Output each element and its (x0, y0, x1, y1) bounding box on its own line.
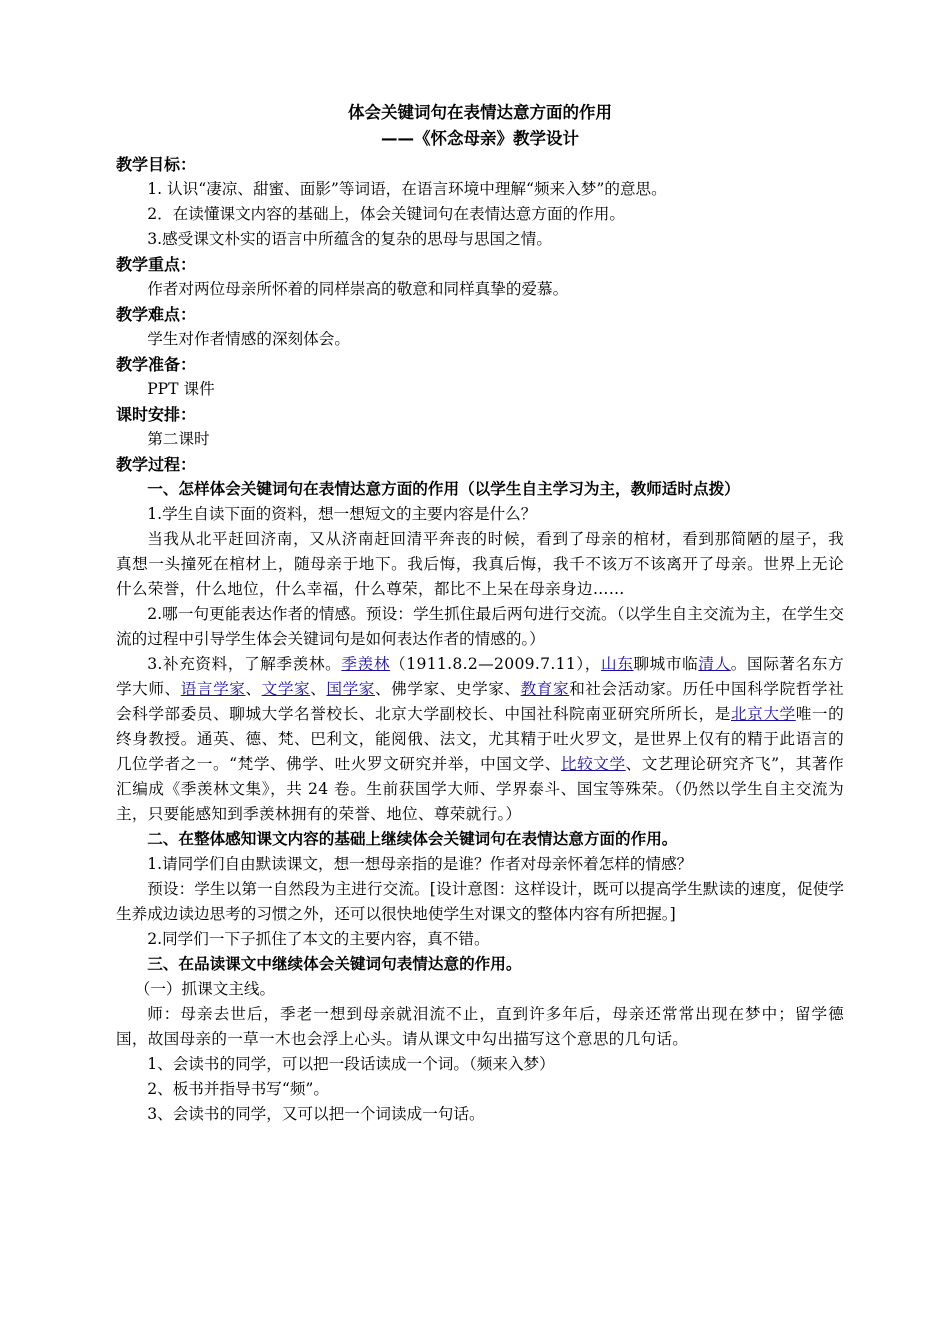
prep-heading: 教学准备： (116, 355, 197, 374)
section-2-paragraph: 2.同学们一下子抓住了本文的主要内容，真不错。 (147, 930, 490, 948)
document-subtitle: ——《怀念母亲》教学设计 (381, 129, 579, 148)
section-3-item: 2、板书并指导书写“频”。 (147, 1080, 329, 1098)
section-1-title: 一、怎样体会关键词句在表情达意方面的作用（以学生自主学习为主，教师适时点拨） (147, 480, 740, 498)
schedule-text: 第二课时 (147, 430, 210, 448)
bio-text: 聊城市临 (633, 655, 699, 673)
bio-text: 和社会活动家。历任中国科学院哲学社会科学部委员、聊城大学名誉校长、北京大学副校长、中国社科院南亚研究所所长，是 (116, 680, 845, 723)
goal-item: 2．在读懂课文内容的基础上，体会关键词句在表情达意方面的作用。 (147, 205, 625, 223)
section-2-title: 二、在整体感知课文内容的基础上继续体会关键词句在表情达意方面的作用。 (147, 830, 678, 848)
goal-item: 1. 认识“凄凉、甜蜜、面影”等词语，在语言环境中理解“频来入梦”的意思。 (147, 180, 667, 198)
keypoint-heading: 教学重点： (116, 255, 197, 274)
goal-item: 3.感受课文朴实的语言中所蕴含的复杂的思母与思国之情。 (147, 230, 552, 248)
bio-text: （1911.8.2—2009.7.11）， (390, 655, 602, 673)
bio-text: 。国际著名东方学大师、 (116, 655, 844, 698)
bio-text: 、 (310, 680, 327, 698)
keypoint-text: 作者对两位母亲所怀着的同样崇高的敬意和同样真挚的爱慕。 (147, 280, 569, 298)
section-2-paragraph: 预设：学生以第一自然段为主进行交流。[设计意图：这样设计，既可以提高学生默读的速度，促使学生养成边读边思考的习惯之外，还可以很快地使学生对课文的整体内容有所把握。] (116, 880, 844, 923)
bio-text: 、文艺理论研究齐飞”，其著作汇编成《季羡林文集》，共 24 卷。生前获国学大师、学界泰斗、国宝等殊荣。（仍然以学生自主交流为主，只要能感知到季羡林拥有的荣誉、地位、尊荣就行。） (116, 755, 844, 823)
section-1-quote: 当我从北平赶回济南，又从济南赶回清平奔丧的时候，看到了母亲的棺材，看到那简陋的屋子，我真想一头撞死在棺材上，随母亲于地下。我后悔，我真后悔，我千不该万不该离开了母亲。世界上无论什么荣誉，什么地位，什么幸福，什么尊荣，都比不上呆在母亲身边…… (116, 530, 844, 598)
link-writer[interactable]: 文学家 (261, 680, 311, 698)
bio-text: 唯一的终身教授。通英、德、梵、巴利文，能阅俄、法文，尤其精于吐火罗文，是世界上仅有的精于此语言的几位学者之一。“梵学、佛学、吐火罗文研究并举，中国文学、 (116, 705, 845, 773)
link-comparative-literature[interactable]: 比较文学 (560, 755, 626, 773)
process-heading: 教学过程： (116, 455, 197, 474)
section-1-paragraph: 2.哪一句更能表达作者的情感。预设：学生抓住最后两句进行交流。（以学生自主交流为主，在学生交流的过程中引导学生体会关键词句是如何表达作者的情感的。） (116, 605, 844, 648)
link-peking-university[interactable]: 北京大学 (731, 705, 796, 723)
bio-text: 、 (245, 680, 262, 698)
section-3-item: 1、会读书的同学，可以把一段话读成一个词。（频来入梦） (147, 1055, 555, 1073)
link-linguist[interactable]: 语言学家 (180, 680, 246, 698)
link-shandong[interactable]: 山东 (601, 655, 634, 673)
document-title: 体会关键词句在表情达意方面的作用 (348, 103, 612, 122)
difficulty-text: 学生对作者情感的深刻体会。 (147, 330, 350, 348)
document-page (116, 100, 844, 1127)
section-3-item: 3、会读书的同学，又可以把一个词读成一句话。 (147, 1105, 485, 1123)
section-3-subheading: （一）抓课文主线。 (134, 980, 276, 998)
goals-heading: 教学目标： (116, 155, 197, 174)
section-3-title: 三、在品读课文中继续体会关键词句表情达意的作用。 (147, 955, 522, 973)
section-3-teacher-paragraph: 师：母亲去世后，季老一想到母亲就泪流不止，直到许多年后，母亲还常常出现在梦中；留学德国，故国母亲的一草一木也会浮上心头。请从课文中勾出描写这个意思的几句话。 (116, 1005, 844, 1048)
prep-text: PPT 课件 (147, 380, 215, 398)
difficulty-heading: 教学难点： (116, 305, 197, 324)
link-sinologist[interactable]: 国学家 (326, 680, 375, 698)
schedule-heading: 课时安排： (116, 405, 197, 424)
link-qingren[interactable]: 清人 (698, 655, 731, 673)
section-1-bio-paragraph (116, 652, 844, 827)
bio-text: 、佛学家、史学家、 (374, 680, 521, 698)
link-ji-xianlin[interactable]: 季羡林 (341, 655, 391, 673)
section-1-paragraph: 1.学生自读下面的资料，想一想短文的主要内容是什么？ (147, 505, 537, 523)
bio-text: 3.补充资料，了解季羡林。 (147, 655, 342, 673)
link-educator[interactable]: 教育家 (520, 680, 570, 698)
section-2-paragraph: 1.请同学们自由默读课文，想一想母亲指的是谁？作者对母亲怀着怎样的情感？ (147, 855, 693, 873)
